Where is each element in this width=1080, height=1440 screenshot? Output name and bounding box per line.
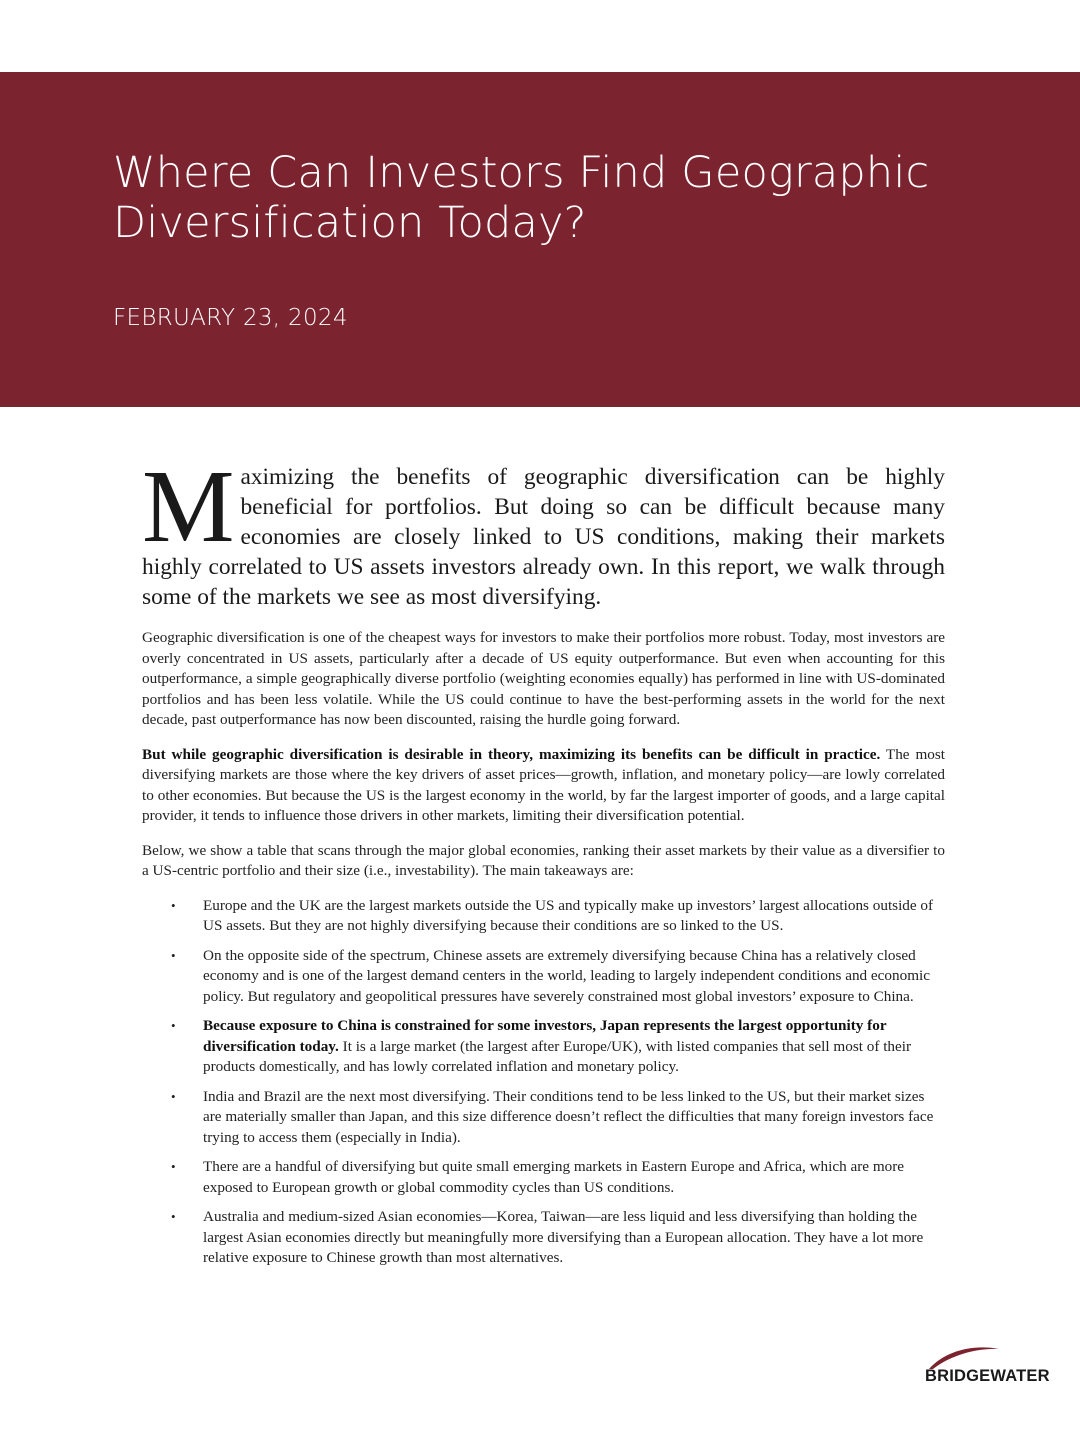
- bullet-icon: •: [171, 947, 176, 963]
- list-item: [142, 946, 945, 1008]
- lead-text: aximizing the benefits of geographic diversification can be highly beneficial for portfolios. But doing so can be difficult because many economies are closely linked to US conditions, making their markets highly correlated to US assets investors already own. In this report, we walk through some of the markets we see as most diversifying.: [142, 464, 945, 610]
- body-paragraph-2: [142, 745, 945, 827]
- bullet-text: Australia and medium-sized Asian economies—Korea, Taiwan—are less liquid and less diversifying than holding the largest Asian economies directly but meaningfully more diversifying than a European allocation. They have a lot more relative exposure to Chinese growth than most alternatives.: [203, 1208, 924, 1266]
- logo-wordmark: BRIDGEWATER: [925, 1367, 1050, 1385]
- bullet-bold: Because exposure to China is constrained for some investors, Japan represents the largest opportunity for diversification today.: [203, 1017, 887, 1055]
- bullet-text: Europe and the UK are the largest markets outside the US and typically make up investors’ largest allocations outside of US assets. But they are not highly diversifying because their conditions are so linked to the US.: [203, 896, 934, 934]
- paragraph-text: The most diversifying markets are those where the key drivers of asset prices—growth, inflation, and monetary policy—are lowly correlated to other economies. But because the US is the largest economy in the world, by far the largest importer of goods, and a large capital provider, it tends to influence those drivers in other markets, limiting their diversification potential.: [142, 745, 945, 824]
- lead-paragraph: [142, 449, 945, 612]
- takeaways-list: [142, 896, 945, 1269]
- bullet-icon: •: [171, 1018, 176, 1033]
- list-item: [142, 1207, 945, 1269]
- bullet-icon: •: [171, 897, 176, 913]
- report-title: Where Can Investors Find Geographic Diversification Today?: [113, 148, 930, 248]
- list-item: [142, 896, 945, 937]
- report-body: [142, 449, 945, 1278]
- bullet-icon: •: [171, 1088, 176, 1104]
- bullet-icon: •: [171, 1159, 176, 1174]
- bullet-text: On the opposite side of the spectrum, Chinese assets are extremely diversifying because China has a relatively closed economy and is one of the largest demand centers in the world, leading to largely independent conditions and economic policy. But regulatory and geopolitical pressures have severely constrained most global investors’ exposure to China.: [203, 946, 930, 1005]
- bridgewater-logo: [925, 1345, 1070, 1390]
- bullet-text: India and Brazil are the next most diversifying. Their conditions tend to be less linked to the US, but their market sizes are materially smaller than Japan, and this size difference doesn’t reflect the difficulties that many foreign investors face trying to access them (especially in India).: [203, 1087, 934, 1146]
- bullet-icon: •: [171, 1209, 176, 1224]
- paragraph-text: Below, we show a table that scans through the major global economies, ranking their asset markets by their value as a diversifier to a US-centric portfolio and their size (i.e., investability). The main takeaways are:: [142, 841, 945, 879]
- list-item: [142, 1016, 945, 1078]
- bullet-text: It is a large market (the largest after Europe/UK), with listed companies that sell most of their products domestically, and has lowly correlated inflation and monetary policy.: [203, 1037, 912, 1075]
- paragraph-bold: But while geographic diversification is desirable in theory, maximizing its benefits can be difficult in practice.: [142, 745, 881, 763]
- drop-cap: M: [142, 449, 235, 564]
- bullet-text: There are a handful of diversifying but quite small emerging markets in Eastern Europe and Africa, which are more exposed to European growth or global commodity cycles than US conditions.: [203, 1158, 905, 1196]
- paragraph-text: Geographic diversification is one of the cheapest ways for investors to make their portfolios more robust. Today, most investors are overly concentrated in US assets, particularly after a decade of US equity outperformance. But even when accounting for this outperformance, a simple geographically diverse portfolio (weighting economies equally) has performed in line with US-dominated portfolios and has been less volatile. While the US could continue to have the best-performing assets in the world for the next decade, past outperformance has now been discounted, raising the hurdle going forward.: [142, 629, 945, 728]
- logo-arc-shape: [929, 1347, 999, 1369]
- list-item: [142, 1157, 945, 1198]
- list-item: [142, 1087, 945, 1149]
- report-date: FEBRUARY 23, 2024: [113, 305, 348, 331]
- body-paragraph-3: [142, 841, 945, 882]
- body-paragraph-1: [142, 628, 945, 731]
